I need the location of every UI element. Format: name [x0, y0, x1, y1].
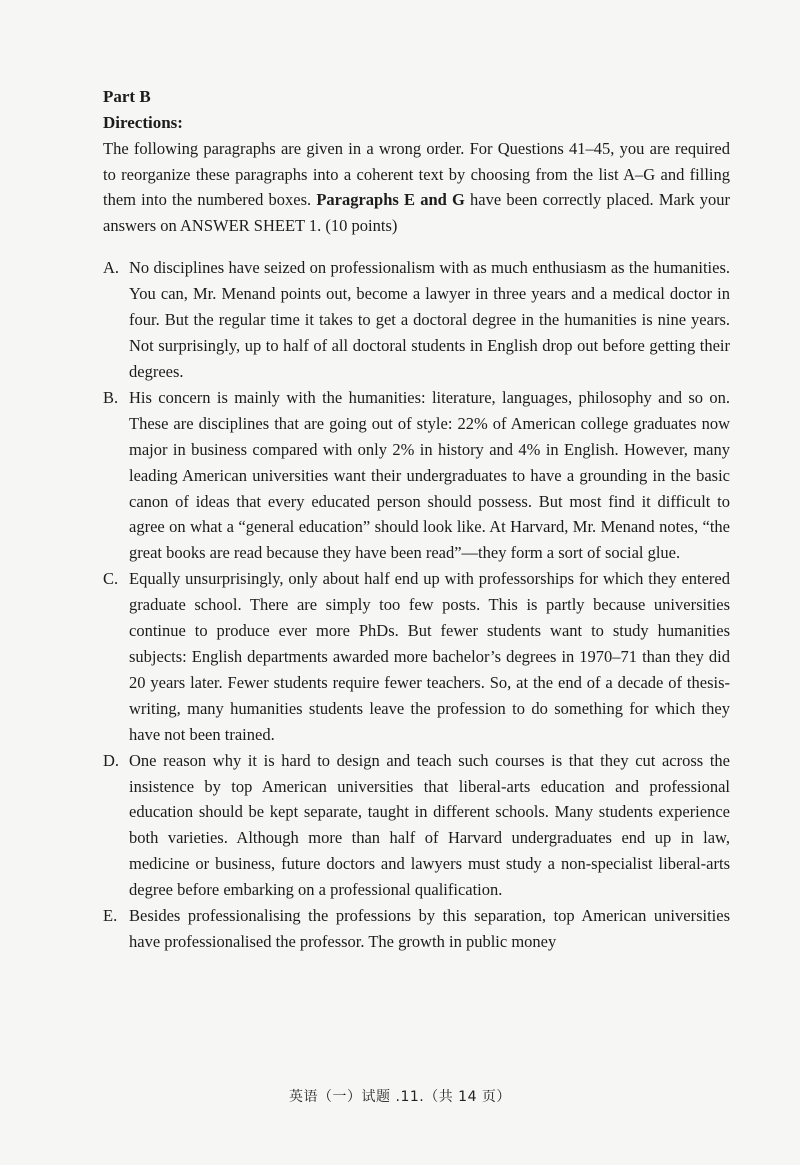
- paragraph-text: His concern is mainly with the humanities: literature, languages, philosophy and so on. These are disciplines that are going out of style: 22% of American college graduates now major in business compared with only 2% in history and 4% in English. However, many leading American universities want their undergraduates to have a grounding in the basic canon of ideas that every educated person should possess. But most find it difficult to agree on what a “general education” should look like. At Harvard, Mr. Menand notes, “the great books are read because they have been read”—they form a sort of social glue.: [129, 387, 730, 563]
- paragraph-letter: B.: [103, 387, 119, 407]
- paragraph-letter: C.: [103, 569, 119, 589]
- paragraph-text: One reason why it is hard to design and teach such courses is that they cut across the insistence by top American universities that liberal-arts education and professional education should be kept separate, taught in different schools. Many students experience both varieties. Although more than half of Harvard undergraduates end up in law, medicine or business, future doctors and lawyers must study a non-specialist liberal-arts degree before embarking on a professional qualification.: [129, 750, 730, 900]
- paragraph-letter: D.: [103, 750, 120, 770]
- paragraph-a: [103, 255, 730, 385]
- page-footer: 英语（一）试题 .11.（共 14 页）: [289, 1089, 511, 1105]
- exam-page: [103, 84, 730, 955]
- paragraph-b: [103, 385, 730, 566]
- paragraph-d: [103, 748, 730, 903]
- paragraph-text: No disciplines have seized on professionalism with as much enthusiasm as the humanities. You can, Mr. Menand points out, become a lawyer in three years and a medical doctor in four. But the regular time it takes to get a doctoral degree in the humanities is nine years. Not surprisingly, up to half of all doctoral students in English drop out before getting their degrees.: [129, 258, 730, 381]
- directions-text: [103, 136, 730, 238]
- directions-title: Directions:: [103, 113, 183, 132]
- paragraph-text: Besides professionalising the professions by this separation, top American universities have professionalised the professor. The growth in public money: [129, 906, 730, 951]
- directions-text-after: have been correctly placed. Mark your answers on ANSWER SHEET 1. (10 points): [103, 190, 730, 235]
- paragraph-list: [103, 255, 730, 954]
- directions-text-before: The following paragraphs are given in a wrong order. For Questions 41–45, you are required to reorganize these paragraphs into a coherent text by choosing from the list A–G and filling them into the numbered boxes.: [103, 139, 730, 210]
- paragraph-letter: E.: [103, 906, 118, 926]
- paragraph-text: Equally unsurprisingly, only about half end up with professorships for which they entered graduate school. There are simply too few posts. This is partly because universities continue to produce ever more PhDs. But fewer students want to study humanities subjects: English departments awarded more bachelor’s degrees in 1970–71 than they did 20 years later. Fewer students require fewer teachers. So, at the end of a decade of thesis-writing, many humanities students leave the profession to do something for which they have not been trained.: [129, 569, 730, 744]
- paragraph-c: [103, 566, 730, 747]
- paragraph-e: [103, 903, 730, 955]
- part-title: Part B: [103, 87, 151, 106]
- paragraph-letter: A.: [103, 258, 120, 278]
- directions-bold-text: Paragraphs E and G: [316, 190, 465, 210]
